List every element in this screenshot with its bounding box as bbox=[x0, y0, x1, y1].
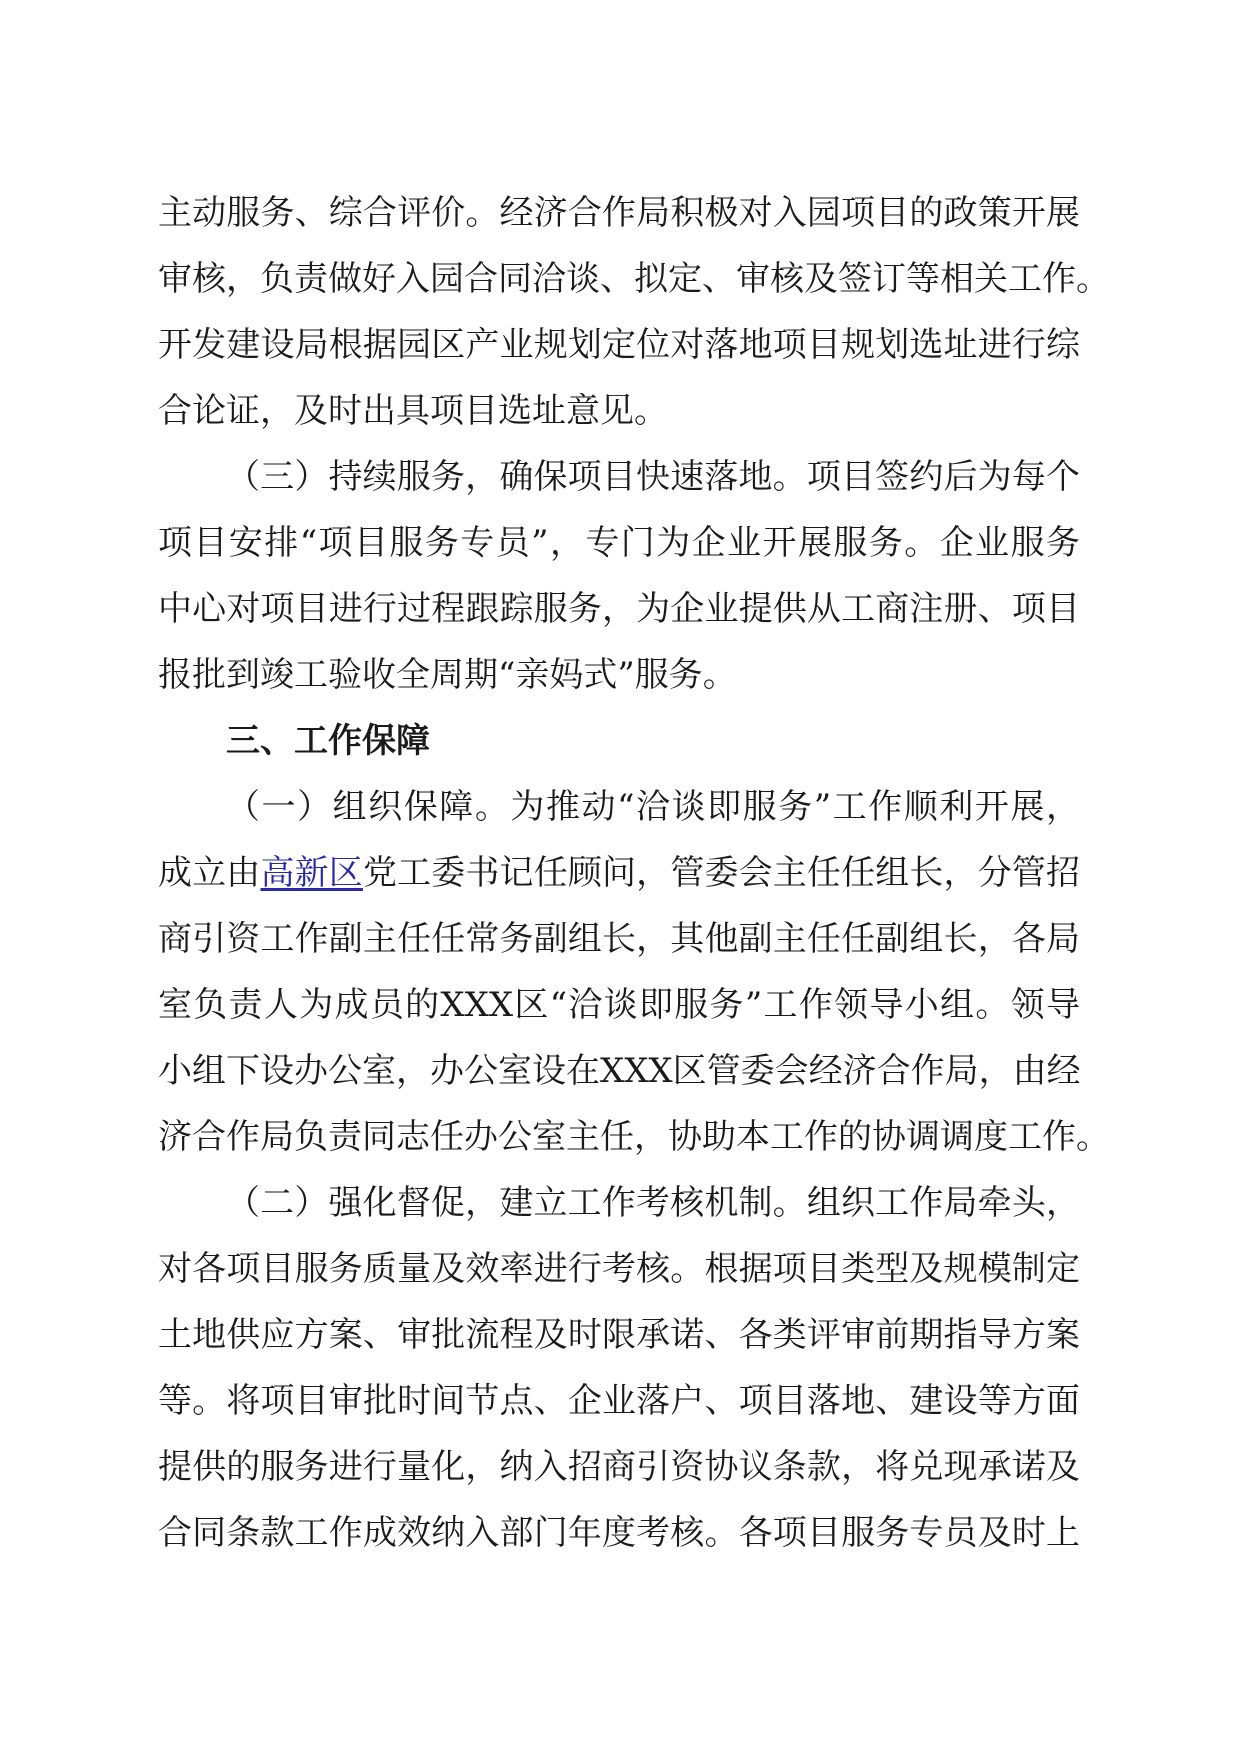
text-line: 项目安排“项目服务专员”，专门为企业开展服务。企业服务 bbox=[158, 523, 1080, 563]
paragraph-supervision bbox=[158, 1170, 1080, 1566]
text-line: （二）强化督促，建立工作考核机制。组织工作局牵头， bbox=[226, 1183, 1080, 1223]
text-segment: 党工委书记任顾问，管委会主任任组长，分管招 bbox=[362, 853, 1081, 893]
paragraph-continuous-service bbox=[158, 444, 1080, 708]
text-segment: 成立由 bbox=[158, 853, 261, 893]
text-line: 等。将项目审批时间节点、企业落户、项目落地、建设等方面 bbox=[158, 1381, 1080, 1421]
document-body bbox=[158, 180, 1110, 1566]
section-heading: 三、工作保障 bbox=[226, 721, 430, 761]
text-line: 报批到竣工验收全周期“亲妈式”服务。 bbox=[158, 655, 737, 695]
text-line: 室负责人为成员的XXX区“洽谈即服务”工作领导小组。领导 bbox=[158, 985, 1080, 1025]
text-line: 合同条款工作成效纳入部门年度考核。各项目服务专员及时上 bbox=[158, 1513, 1080, 1553]
text-line-with-link bbox=[158, 840, 1080, 906]
text-line: 主动服务、综合评价。经济合作局积极对入园项目的政策开展 bbox=[158, 193, 1080, 233]
text-line: （三）持续服务，确保项目快速落地。项目签约后为每个 bbox=[226, 457, 1080, 497]
text-line: 开发建设局根据园区产业规划定位对落地项目规划选址进行综 bbox=[158, 325, 1080, 365]
gaoxin-district-link[interactable]: 高新区 bbox=[260, 853, 363, 893]
text-line: 中心对项目进行过程跟踪服务，为企业提供从工商注册、项目 bbox=[158, 589, 1080, 629]
text-line: 商引资工作副主任任常务副组长，其他副主任任副组长，各局 bbox=[158, 919, 1080, 959]
text-line: 小组下设办公室，办公室设在XXX区管委会经济合作局，由经 bbox=[158, 1051, 1081, 1091]
text-line: 合论证，及时出具项目选址意见。 bbox=[158, 391, 668, 431]
text-line: 对各项目服务质量及效率进行考核。根据项目类型及规模制定 bbox=[158, 1249, 1080, 1289]
text-line: 审核，负责做好入园合同洽谈、拟定、审核及签订等相关工作。 bbox=[158, 259, 1110, 299]
text-line: 土地供应方案、审批流程及时限承诺、各类评审前期指导方案 bbox=[158, 1315, 1080, 1355]
text-line: 济合作局负责同志任办公室主任，协助本工作的协调调度工作。 bbox=[158, 1117, 1110, 1157]
paragraph-organization bbox=[158, 774, 1110, 1170]
text-line: （一）组织保障。为推动“洽谈即服务”工作顺利开展， bbox=[226, 787, 1080, 827]
text-line: 提供的服务进行量化，纳入招商引资协议条款，将兑现承诺及 bbox=[158, 1447, 1080, 1487]
paragraph-project-review bbox=[158, 180, 1110, 444]
